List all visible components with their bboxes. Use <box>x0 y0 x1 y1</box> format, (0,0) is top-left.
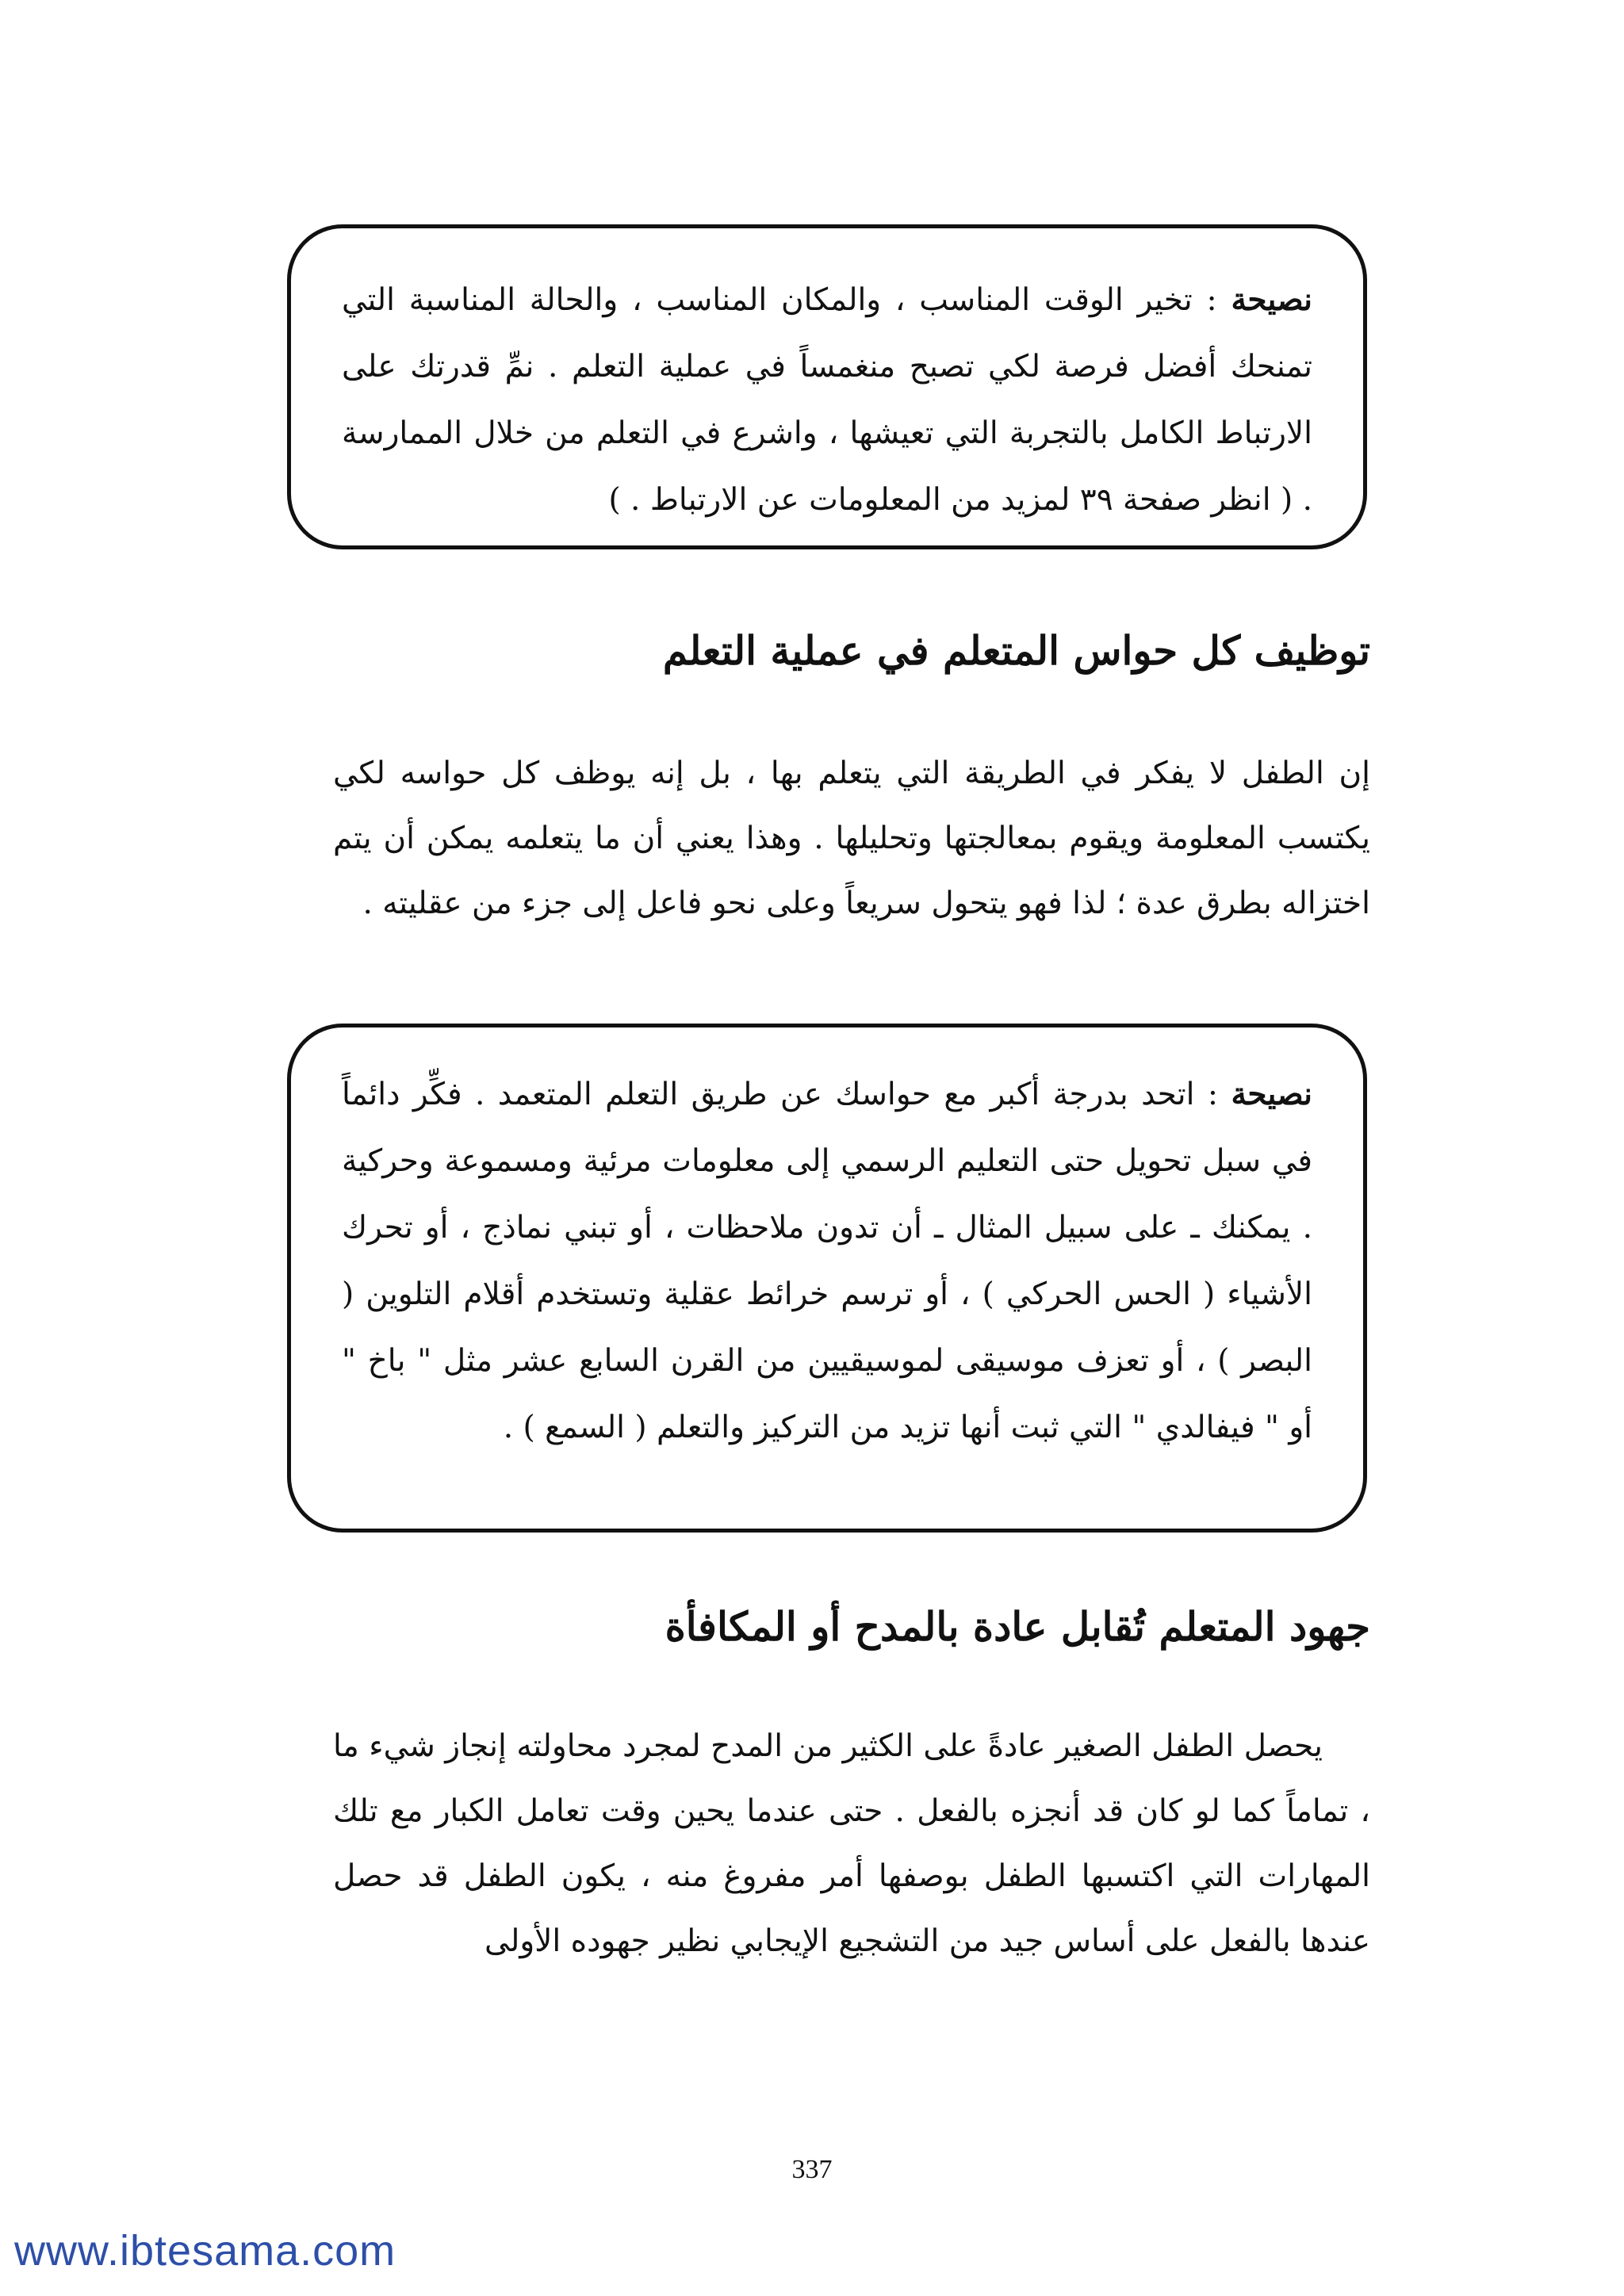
tip-body: : اتحد بدرجة أكبر مع حواسك عن طريق التعلم المتعمد . فكِّر دائماً في سبل تحويل حتى التعليم الرسمي إلى معلومات مرئية ومسموعة وحركية . يمكنك ـ على سبيل المثال ـ أن تدون ملاحظات ، أو تبني نماذج ، أو تحرك الأشياء ( الحس الحركي ) ، أو ترسم خرائط عقلية وتستخدم أقلام التلوين ( البصر ) ، أو تعزف موسيقى لموسيقيين من القرن السابع عشر مثل " باخ " أو " فيفالدي " التي ثبت أنها تزيد من التركيز والتعلم ( السمع ) . <box>342 1077 1312 1445</box>
tip-box-2-text <box>342 1061 1312 1461</box>
page-number: 337 <box>791 2155 833 2184</box>
tip-body: : تخير الوقت المناسب ، والمكان المناسب ، والحالة المناسبة التي تمنحك أفضل فرصة لكي تصبح منغمساً في عملية التعلم . نمِّ قدرتك على الارتباط الكامل بالتجربة التي تعيشها ، واشرع في التعلم من خلال الممارسة . ( انظر صفحة ٣٩ لمزيد من المعلومات عن الارتباط . ) <box>342 282 1312 518</box>
watermark-url: www.ibtesama.com <box>14 2227 396 2275</box>
tip-label: نصيحة <box>1231 281 1312 318</box>
paragraph-senses: إن الطفل لا يفكر في الطريقة التي يتعلم بها ، بل إنه يوظف كل حواسه لكي يكتسب المعلومة ويقوم بمعالجتها وتحليلها . وهذا يعني أن ما يتعلمه يمكن أن يتم اختزاله بطرق عدة ؛ لذا فهو يتحول سريعاً وعلى نحو فاعل إلى جزء من عقليته . <box>333 756 1370 921</box>
tip-box-1 <box>287 224 1367 549</box>
section-heading-senses: توظيف كل حواس المتعلم في عملية التعلم <box>662 627 1370 674</box>
section-heading-praise: جهود المتعلم تُقابل عادة بالمدح أو المكافأة <box>665 1603 1370 1650</box>
paragraph-praise: يحصل الطفل الصغير عادةً على الكثير من المدح لمجرد محاولته إنجاز شيء ما ، تماماً كما لو كان قد أنجزه بالفعل . حتى عندما يحين وقت تعامل الكبار مع تلك المهارات التي اكتسبها الطفل بوصفها أمر مفروغ منه ، يكون الطفل قد حصل عندها بالفعل على أساس جيد من التشجيع الإيجابي نظير جهوده الأولى <box>333 1728 1370 1959</box>
tip-label: نصيحة <box>1231 1076 1312 1112</box>
tip-box-1-text <box>342 266 1312 534</box>
tip-box-2 <box>287 1024 1367 1533</box>
